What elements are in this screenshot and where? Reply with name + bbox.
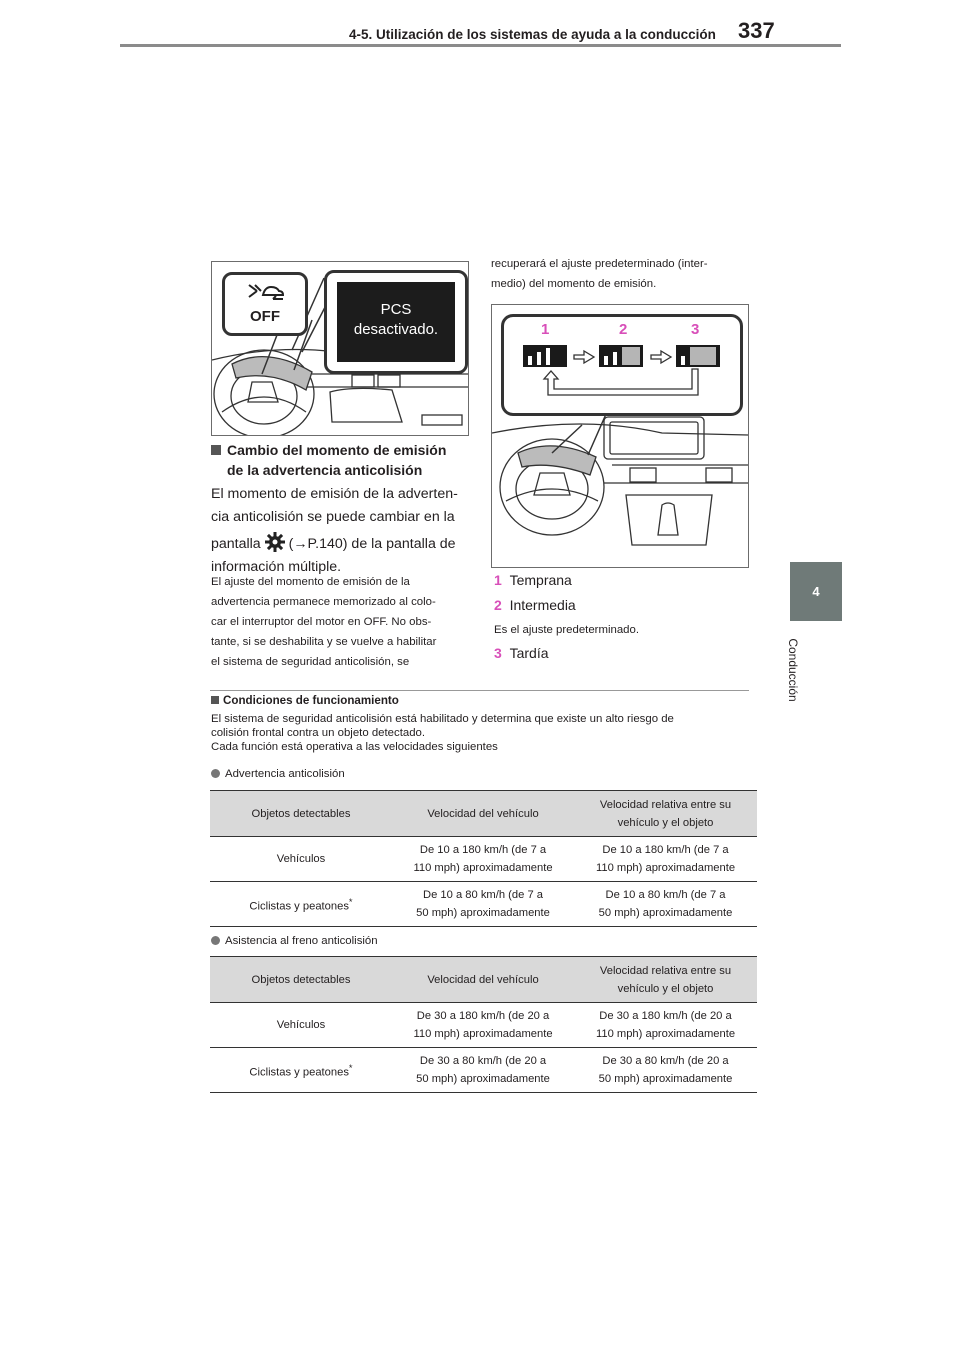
timing-callout [501,314,743,416]
option-temprana: 1 Temprana [494,572,572,588]
section-heading: Cambio del momento de emisión de la advertencia anticolisión [211,440,471,480]
page-number: 337 [738,18,775,43]
display-screen [337,282,455,362]
chapter-label: Conducción [786,638,800,702]
continuation-paragraph: recuperará el ajuste predeterminado (inter- medio) del momento de emisión. [491,258,708,290]
option-intermedia: 2 Intermedia [494,597,576,613]
bullet-advertencia: Advertencia anticolisión [211,768,345,780]
chapter-tab: 4 [790,562,842,621]
brake-assist-speed-table [210,956,757,1093]
figure-number-1: 1 [541,321,550,338]
setting-paragraph: El momento de emisión de la adverten- cia anticolisión se puede cambiar en la pantalla (→P.140) de la pantalla de información múltiple. [211,486,458,575]
off-label: OFF [250,308,280,325]
table-row: Ciclistas y peatones* De 10 a 80 km/h (de 7 a 50 mph) aproximadamente De 10 a 80 km/h (de 7 a 50 mph) aproximadamente [210,882,757,927]
conditions-paragraph: El sistema de seguridad anticolisión está habilitado y determina que existe un alto riesgo de colisión frontal contra un objeto detectado. Cada función está operativa a las velocidades siguientes [211,713,674,753]
square-bullet-icon [211,445,221,455]
round-bullet-icon [211,936,220,945]
option-tardia: 3 Tardía [494,645,549,661]
round-bullet-icon [211,769,220,778]
default-note: Es el ajuste predeterminado. [494,624,639,636]
table-row: Ciclistas y peatones* De 30 a 80 km/h (de 20 a 50 mph) aproximadamente De 30 a 80 km/h (de 20 a 50 mph) aproximadamente [210,1048,757,1093]
pcs-off-switch-icon [222,272,308,336]
pcs-off-figure [211,261,469,436]
square-bullet-icon [211,696,219,704]
gear-icon [265,532,285,552]
figure-number-3: 3 [691,321,700,338]
multi-info-display [324,270,468,374]
figure-number-2: 2 [619,321,628,338]
section-divider [210,690,749,691]
memory-paragraph: El ajuste del momento de emisión de la advertencia permanece memorizado al colo- car el interruptor del motor en OFF. No obs- tante, si se deshabilita y se vuelve a habilitar el sistema de seguridad anticolisión, se [211,576,437,668]
pcs-icon [245,279,285,303]
header-rule [120,44,841,47]
timing-bars-icon [504,317,740,413]
table-header-row: Objetos detectables Velocidad del vehículo Velocidad relativa entre su vehículo y el objeto [210,791,757,837]
warning-speed-table [210,790,757,927]
section-title: 4-5. Utilización de los sistemas de ayuda a la conducción [349,27,716,42]
table-row: Vehículos De 10 a 180 km/h (de 7 a 110 mph) aproximadamente De 10 a 180 km/h (de 7 a 110 mph) aproximadamente [210,837,757,882]
display-text-line1: PCS [380,301,412,318]
conditions-heading: Condiciones de funcionamiento [211,694,399,707]
display-text-line2: desactivado. [353,321,439,338]
bullet-asistencia: Asistencia al freno anticolisión [211,935,378,947]
table-header-row: Objetos detectables Velocidad del vehículo Velocidad relativa entre su vehículo y el objeto [210,957,757,1003]
timing-figure [491,304,749,568]
table-row: Vehículos De 30 a 180 km/h (de 20 a 110 mph) aproximadamente De 30 a 180 km/h (de 20 a 110 mph) aproximadamente [210,1003,757,1048]
